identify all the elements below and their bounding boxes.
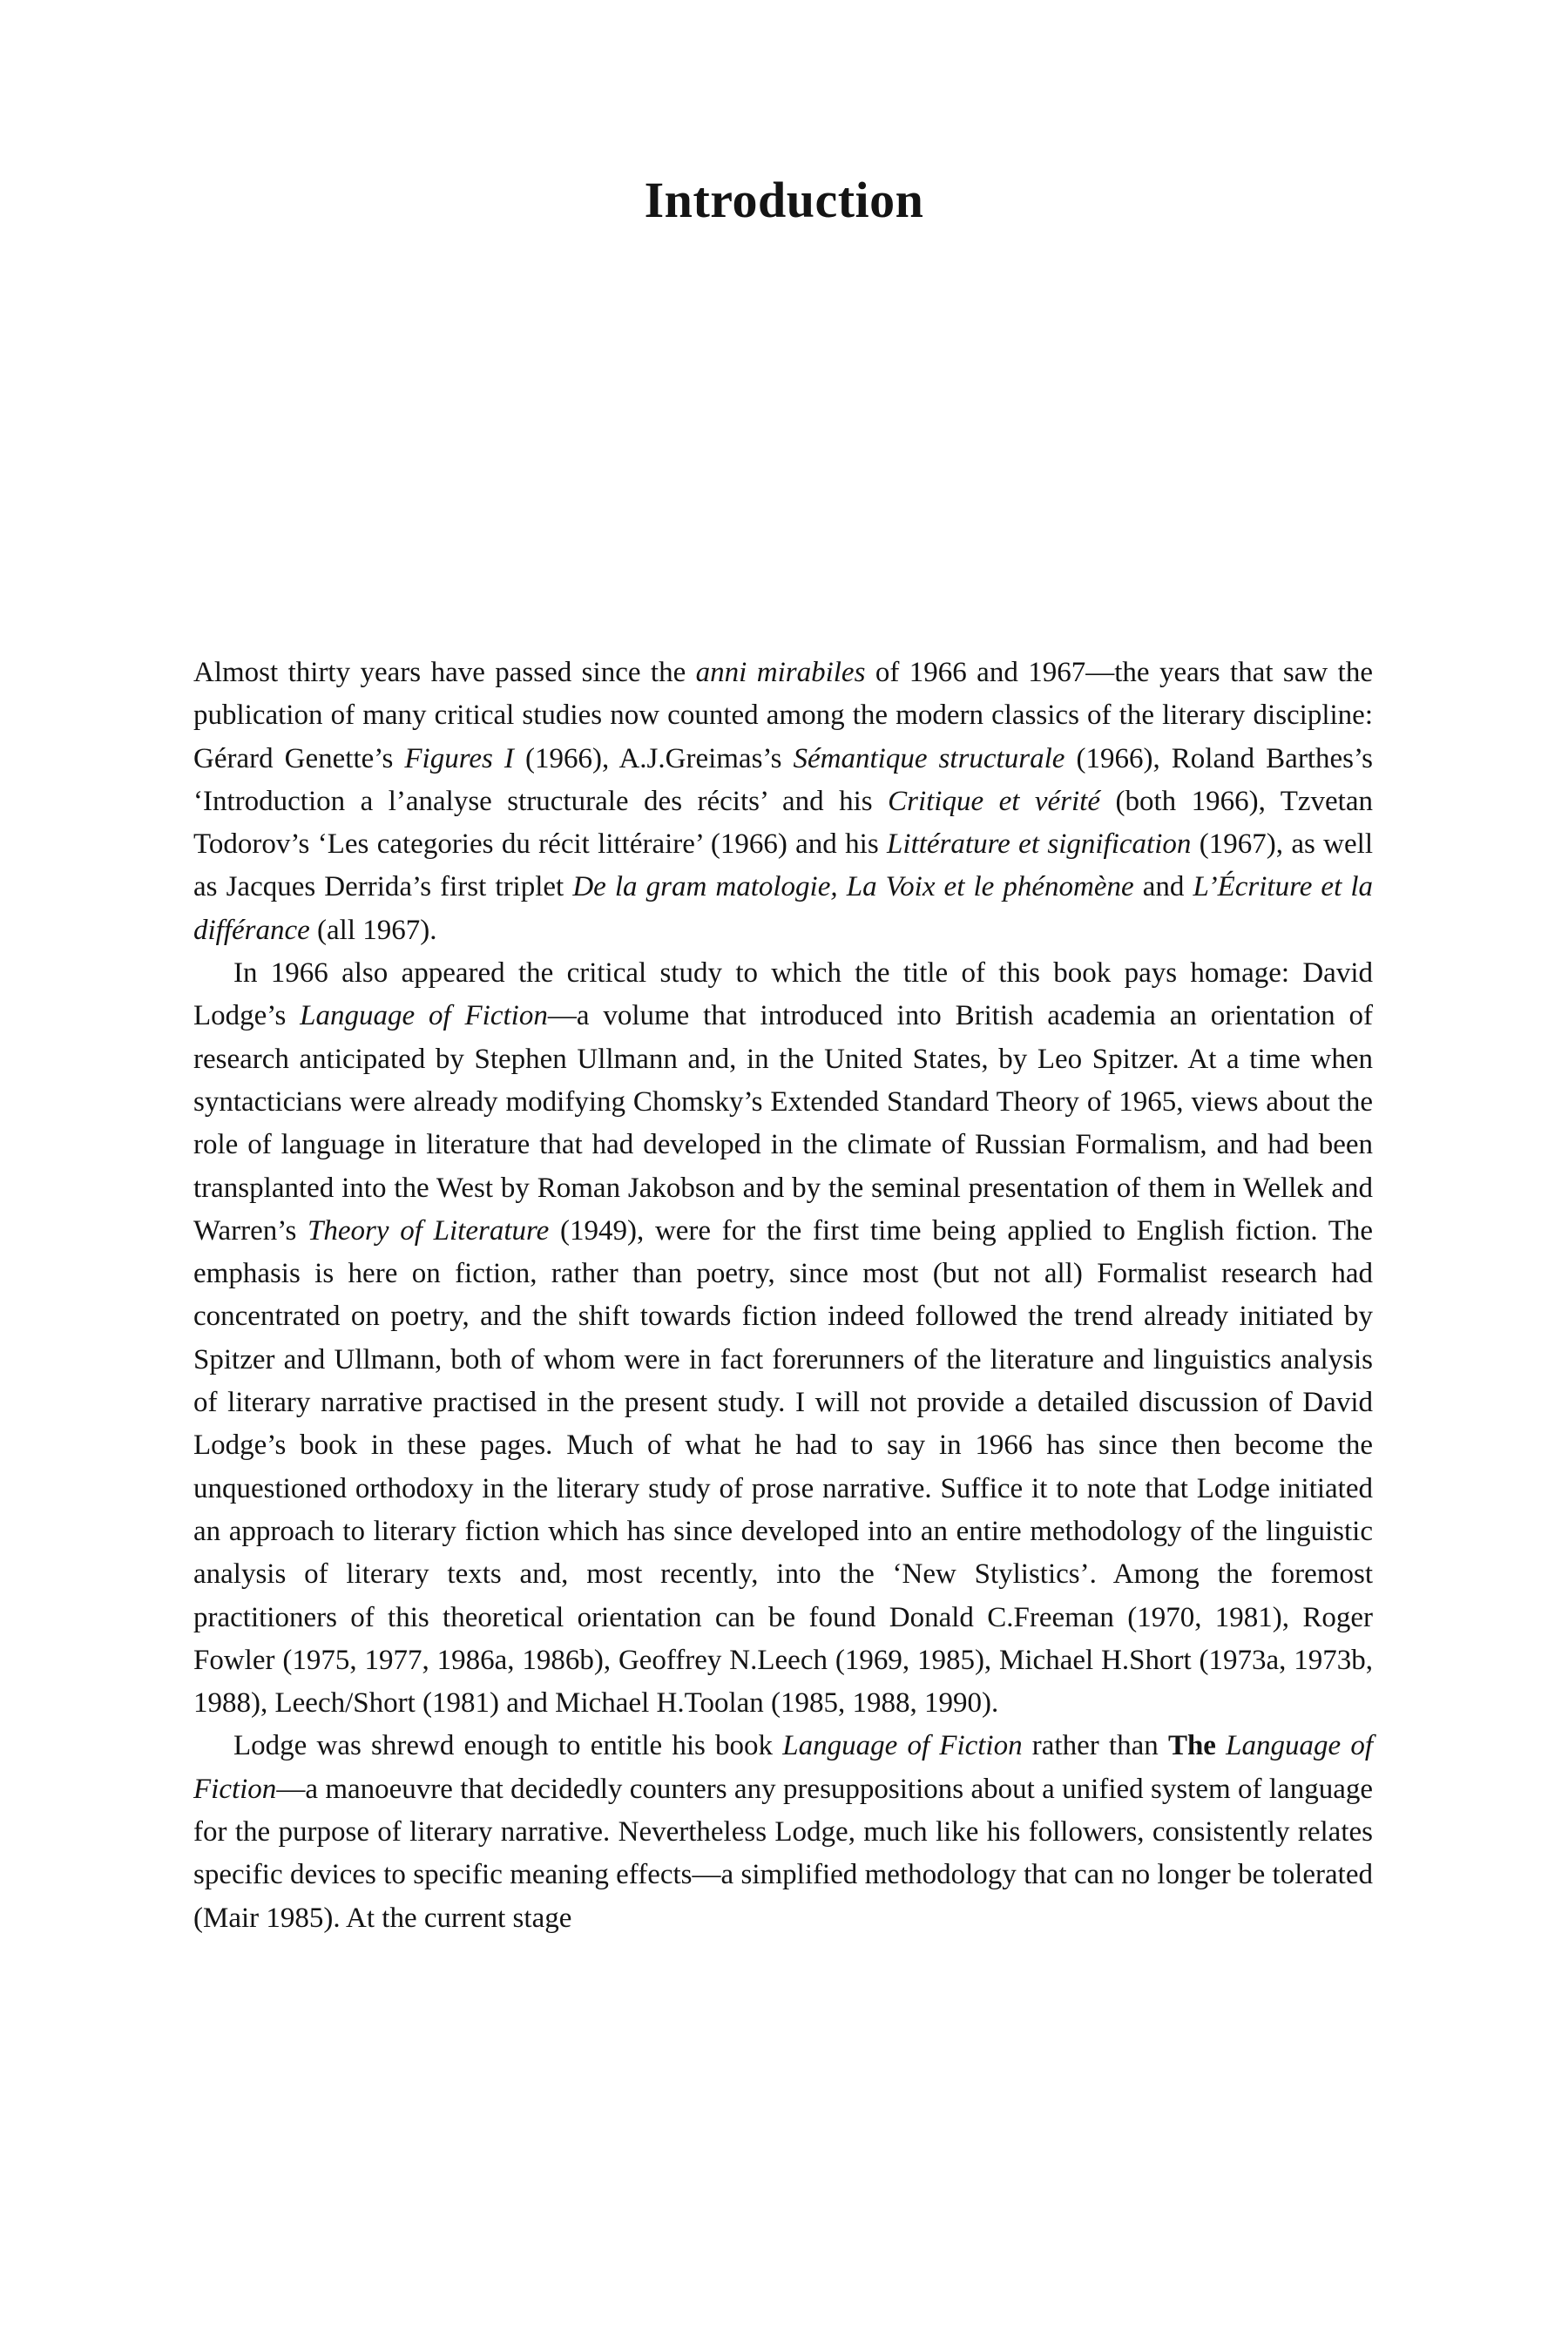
bold-text: The: [1167, 1730, 1216, 1762]
text-run: (both 1966), Tzvetan Todorov’s ‘Les categories du récit littéraire’ (1966) and his: [193, 785, 1373, 861]
text-run: of 1966 and 1967—the years that saw the publication of many critical studies now counted among the modern classics of the literary discipline: Gérard Genette’s: [193, 657, 1373, 774]
italic-text: anni mirabiles: [695, 657, 866, 688]
text-run: (1949), were for the first time being applied to English fiction. The emphasis is here on fiction, rather than poetry, since most (but not all) Formalist research had concentrated on poetry, and the shift towards fiction indeed followed the trend already initiated by Spitzer and Ullmann, both of whom were in fact forerunners of the literature and linguistics analysis of literary narrative practised in the present study. I will not provide a detailed discussion of David Lodge’s book in these pages. Much of what he had to say in 1966 has since then become the unquestioned orthodoxy in the literary study of prose narrative. Suffice it to note that Lodge initiated an approach to literary fiction which has since developed into an entire methodology of the linguistic analysis of literary texts and, most recently, into the ‘New Stylistics’. Among the foremost practitioners of this theoretical orientation can be found Donald C.Freeman (1970, 1981), Roger Fowler (1975, 1977, 1986a, 1986b), Geoffrey N.Leech (1969, 1985), Michael H.Short (1973a, 1973b, 1988), Leech/Short (1981) and Michael H.Toolan (1985, 1988, 1990).: [193, 1214, 1374, 1720]
italic-text: De la gram matologie, La Voix et le phénomène: [572, 871, 1134, 903]
text-run: (1966), Roland Barthes’s ‘Introduction a l’analyse structurale des récits’ and his: [193, 742, 1373, 817]
text-run: (all 1967).: [309, 914, 437, 946]
italic-text: L’Écriture et la différance: [193, 871, 1373, 946]
paragraph-1: [193, 652, 1373, 952]
text-run: Almost thirty years have passed since the: [193, 657, 696, 688]
italic-text: Sémantique structurale: [793, 742, 1065, 774]
text-run: —a volume that introduced into British academia an orientation of research anticipated by Stephen Ullmann and, in the United States, by Leo Spitzer. At a time when syntacticians were already modifying Chomsky’s Extended Standard Theory of 1965, views about the role of language in literature that had developed in the climate of Russian Formalism, and had been transplanted into the West by Roman Jakobson and by the seminal presentation of them in Wellek and Warren’s: [193, 1000, 1373, 1247]
text-run: (1967), as well as Jacques Derrida’s first triplet: [193, 828, 1373, 903]
italic-text: Critique et vérité: [888, 785, 1100, 817]
page-title: Introduction: [644, 172, 924, 228]
italic-text: Language of Fiction: [300, 1000, 548, 1032]
italic-text: Littérature et signification: [887, 828, 1192, 861]
text-run: —a manoeuvre that decidedly counters any presuppositions about a unified system of language for the purpose of literary narrative. Nevertheless Lodge, much like his followers, consistently relates specific devices to specific meaning effects—a simplified methodology that can no longer be tolerated (Mair 1985). At the current stage: [193, 1773, 1373, 1934]
text-run: (1966), A.J.Greimas’s: [513, 742, 794, 774]
text-run: [1216, 1730, 1226, 1761]
paragraph-2: [193, 952, 1373, 1725]
text-run: rather than: [1022, 1730, 1168, 1762]
text-run: Lodge was shrewd enough to entitle his book: [233, 1730, 783, 1762]
italic-text: Language of Fiction: [193, 1730, 1374, 1805]
italic-text: Figures I: [404, 742, 514, 774]
text-run: In 1966 also appeared the critical study to which the title of this book pays homage: David Lodge’s: [193, 957, 1373, 1032]
paragraph-3: [193, 1725, 1373, 1939]
text-run: and: [1133, 871, 1193, 903]
italic-text: Theory of Literature: [308, 1214, 550, 1247]
body-text: [193, 652, 1373, 1940]
italic-text: Language of Fiction: [782, 1730, 1023, 1762]
